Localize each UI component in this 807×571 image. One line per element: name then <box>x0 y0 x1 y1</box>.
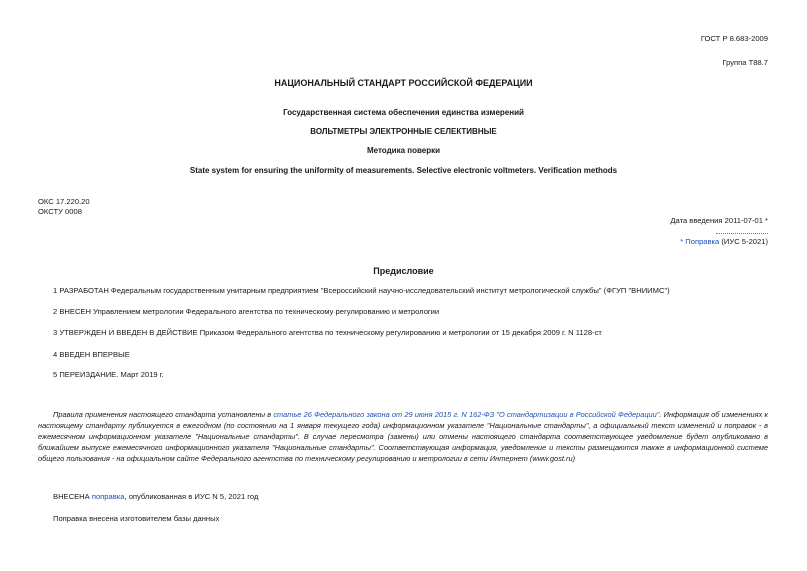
date-divider <box>716 233 768 234</box>
usage-rules-intro: Правила применения настоящего стандарта установлены в <box>53 410 274 419</box>
federal-law-link[interactable]: статье 26 Федерального закона от 29 июня 2015 г. N 162-ФЗ "О стандартизации в Российской Федерации" <box>273 410 660 419</box>
database-note: Поправка внесена изготовителем базы данных <box>53 514 220 523</box>
foreword-heading: Предисловие <box>373 266 434 276</box>
foreword-item: 5 ПЕРЕИЗДАНИЕ. Март 2019 г. <box>53 370 164 379</box>
english-title: State system for ensuring the uniformity of measurements. Selective electronic voltmeters. Verification methods <box>189 166 618 175</box>
amendment-published-note <box>53 492 258 501</box>
amendment-published-suffix: , опубликованная в ИУС N 5, 2021 год <box>124 492 259 501</box>
amendment-note <box>680 237 768 246</box>
introduction-date: Дата введения 2011-07-01 * <box>670 216 768 225</box>
national-standard-title: НАЦИОНАЛЬНЫЙ СТАНДАРТ РОССИЙСКОЙ ФЕДЕРАЦИИ <box>274 78 533 88</box>
amendment-link[interactable]: Поправка <box>685 237 720 246</box>
usage-rules-text: . Информация об изменениях к настоящему стандарту публикуется в ежегодном (по состоянию на 1 января текущего года) информационном указателе "Национальные стандарты", а официальный текст изменений и поправок - в ежемесячном информационном указателе "Национальные стандарты". В случае пересмотра (замены) или отмены настоящего стандарта соответствующее уведомление будет опубликовано в ближайшем выпуске ежемесячного информационного указателя "Национальные стандарты". Соответствующая информация, уведомление и тексты размещаются также в информационной системе общего пользования - на официальном сайте Федерального агентства по техническому регулированию и метрологии в сети Интернет (www.gost.ru) <box>38 410 768 463</box>
oks-code: ОКС 17.220.20 <box>38 197 90 206</box>
amendment-star: * <box>680 237 684 246</box>
foreword-item: 2 ВНЕСЕН Управлением метрологии Федерального агентства по техническому регулированию и метрологии <box>53 307 440 316</box>
system-title: Государственная система обеспечения единства измерений <box>283 108 524 117</box>
method-title: Методика поверки <box>366 146 441 155</box>
amendment-suffix: (ИУС 5-2021) <box>721 237 768 246</box>
okstu-code: ОКСТУ 0008 <box>38 207 82 216</box>
group-code: Группа Т88.7 <box>722 58 768 67</box>
foreword-item: 1 РАЗРАБОТАН Федеральным государственным унитарным предприятием "Всероссийский научно-исследовательский институт метрологической службы" (ФГУП "ВНИИМС") <box>53 286 670 295</box>
subject-title: ВОЛЬТМЕТРЫ ЭЛЕКТРОННЫЕ СЕЛЕКТИВНЫЕ <box>310 127 497 136</box>
amendment-published-prefix: ВНЕСЕНА <box>53 492 92 501</box>
usage-rules-paragraph <box>38 409 768 464</box>
amendment-published-link[interactable]: поправка <box>91 492 125 501</box>
foreword-item: 4 ВВЕДЕН ВПЕРВЫЕ <box>53 350 130 359</box>
document-number: ГОСТ Р 8.683-2009 <box>700 34 768 43</box>
foreword-item: 3 УТВЕРЖДЕН И ВВЕДЕН В ДЕЙСТВИЕ Приказом Федерального агентства по техническому регулированию и метрологии от 15 декабря 2009 г. N 1128-ст <box>53 328 602 337</box>
